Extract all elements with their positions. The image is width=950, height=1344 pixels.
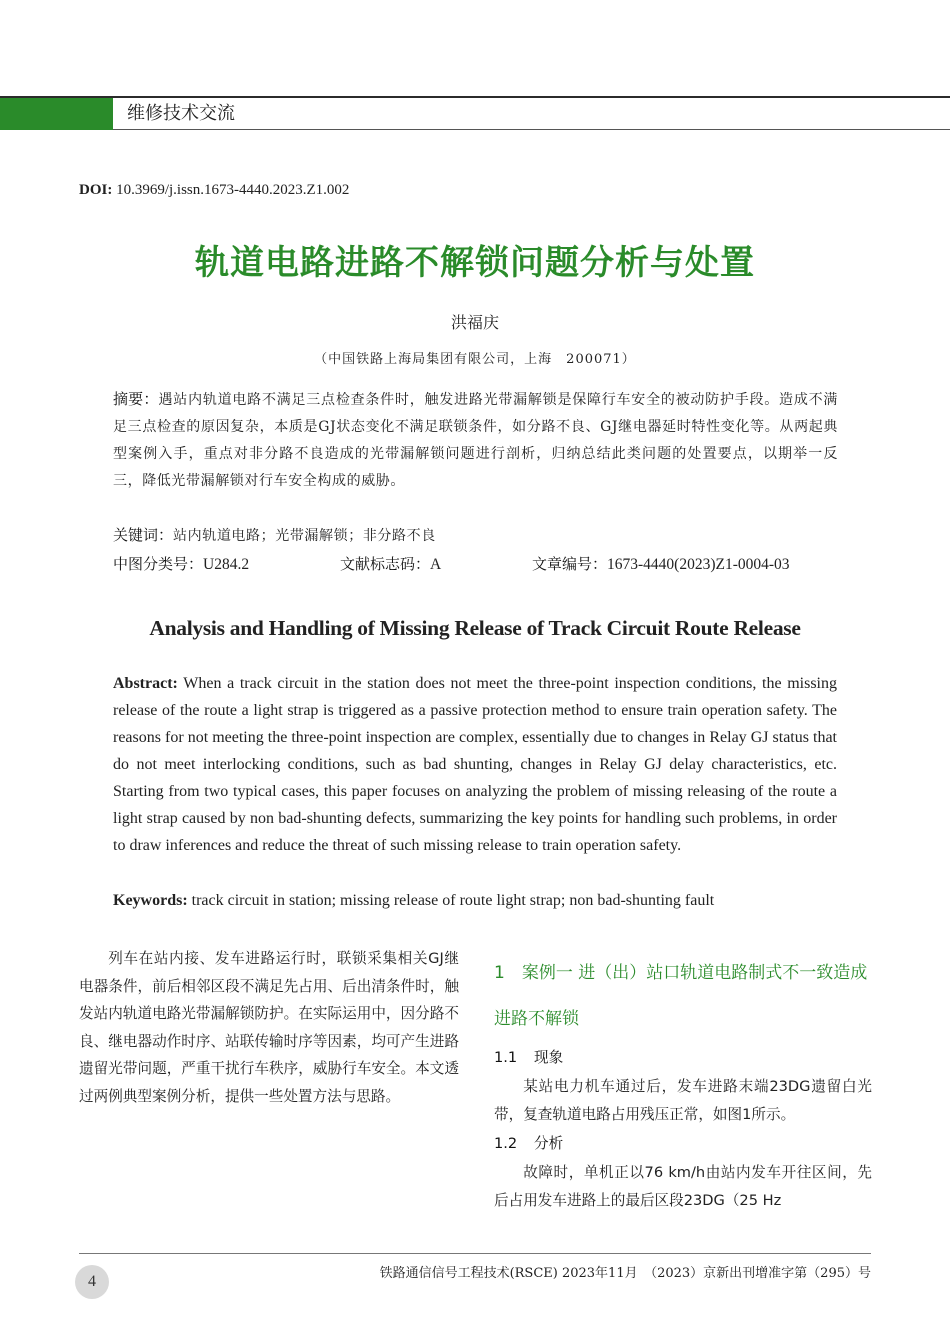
doc-code-value: A <box>430 556 442 573</box>
subsection-1-1-title: 现象 <box>534 1049 564 1066</box>
keywords-cn-label: 关键词： <box>113 526 174 544</box>
doc-code-label: 文献标志码： <box>340 555 431 573</box>
abstract-cn <box>113 386 838 495</box>
abstract-cn-text: 遇站内轨道电路不满足三点检查条件时，触发进路光带漏解锁是保障行车安全的被动防护手段。造成不满足三点检查的原因复杂，本质是GJ状态变化不满足联锁条件，如分路不良、GJ继电器延时特性变化等。从两起典型案例入手，重点对非分路不良造成的光带漏解锁问题进行剖析，归纳总结此类问题的处置要点，以期举一反三，降低光带漏解锁对行车安全构成的威胁。 <box>113 392 838 489</box>
section-1-heading: 1 案例一 进（出）站口轨道电路制式不一致造成进路不解锁 <box>494 963 868 1029</box>
abstract-en <box>113 670 837 859</box>
classification-row <box>113 551 838 578</box>
doi-label: DOI: <box>79 182 113 198</box>
article-no-item <box>532 551 790 578</box>
keywords-cn <box>113 522 838 550</box>
affiliation: （中国铁路上海局集团有限公司，上海 200071） <box>314 352 636 367</box>
clc-item <box>113 551 249 578</box>
subsection-1-1-number: 1.1 <box>494 1049 518 1066</box>
clc-label: 中图分类号： <box>113 555 204 573</box>
subsection-1-1-heading <box>494 1044 563 1072</box>
header-section-title: 维修技术交流 <box>127 103 235 124</box>
subsection-1-2-number: 1.2 <box>494 1135 518 1152</box>
keywords-en <box>113 887 837 914</box>
article-no-label: 文章编号： <box>532 555 608 573</box>
subsection-1-1-paragraph: 某站电力机车通过后，发车进路末端23DG遗留白光带，复查轨道电路占用残压正常，如图1所示。 <box>494 1078 872 1123</box>
keywords-cn-text: 站内轨道电路；光带漏解锁；非分路不良 <box>173 528 436 544</box>
author: 洪福庆 <box>450 313 499 332</box>
subsection-1-2-heading <box>494 1130 563 1158</box>
footer-journal-info: 铁路通信信号工程技术(RSCE) 2023年11月 （2023）京新出刊增准字第（295）号 <box>379 1266 871 1281</box>
keywords-en-text: track circuit in station; missing release of route light strap; non bad-shunting fault <box>191 892 715 909</box>
intro-paragraph: 列车在站内接、发车进路运行时，联锁采集相关GJ继电器条件，前后相邻区段不满足先占用、后出清条件时，触发站内轨道电路光带漏解锁防护。在实际运用中，因分路不良、继电器动作时序、站联传输时序等因素，均可产生进路遗留光带问题，严重干扰行车秩序，威胁行车安全。本文透过两例典型案例分析，提供一些处置方法与思路。 <box>79 950 459 1105</box>
footer-rule <box>79 1253 871 1254</box>
header-green-block <box>0 98 113 130</box>
article-title-en: Analysis and Handling of Missing Release of Track Circuit Route Release <box>149 616 801 640</box>
abstract-en-text: When a track circuit in the station does not meet the three-point inspection conditions, the missing release of the route a light strap is triggered as a passive protection method to ensure train operation safety. The reasons for not meeting the three-point inspection are complex, essentially due to changes in Relay GJ status that do not meet interlocking conditions, such as bad shunting, changes in Relay GJ delay characteristics, etc. Starting from two typical cases, this paper focuses on analyzing the problem of missing releasing of the route a light strap caused by non bad-shunting defects, summarizing the key points for handling such problems, in order to draw inferences and reduce the threat of such missing release to train operation safety. <box>113 675 837 854</box>
keywords-en-label: Keywords: <box>113 892 188 909</box>
abstract-cn-label: 摘要： <box>113 390 159 408</box>
abstract-en-label: Abstract: <box>113 675 178 692</box>
clc-value: U284.2 <box>203 556 250 573</box>
doi-line <box>79 180 349 200</box>
subsection-1-2-title: 分析 <box>534 1135 564 1152</box>
article-title: 轨道电路进路不解锁问题分析与处置 <box>195 243 755 283</box>
subsection-1-2-paragraph: 故障时，单机正以76 km/h由站内发车开往区间，先后占用发车进路上的最后区段23DG（25 Hz <box>494 1164 872 1209</box>
page-number: 4 <box>75 1265 109 1299</box>
article-no-value: 1673-4440(2023)Z1-0004-03 <box>607 556 790 573</box>
doi-value[interactable]: 10.3969/j.issn.1673-4440.2023.Z1.002 <box>116 182 350 198</box>
doc-code-item <box>340 551 441 578</box>
header-bottom-rule <box>113 129 950 130</box>
header-top-rule <box>0 96 950 98</box>
